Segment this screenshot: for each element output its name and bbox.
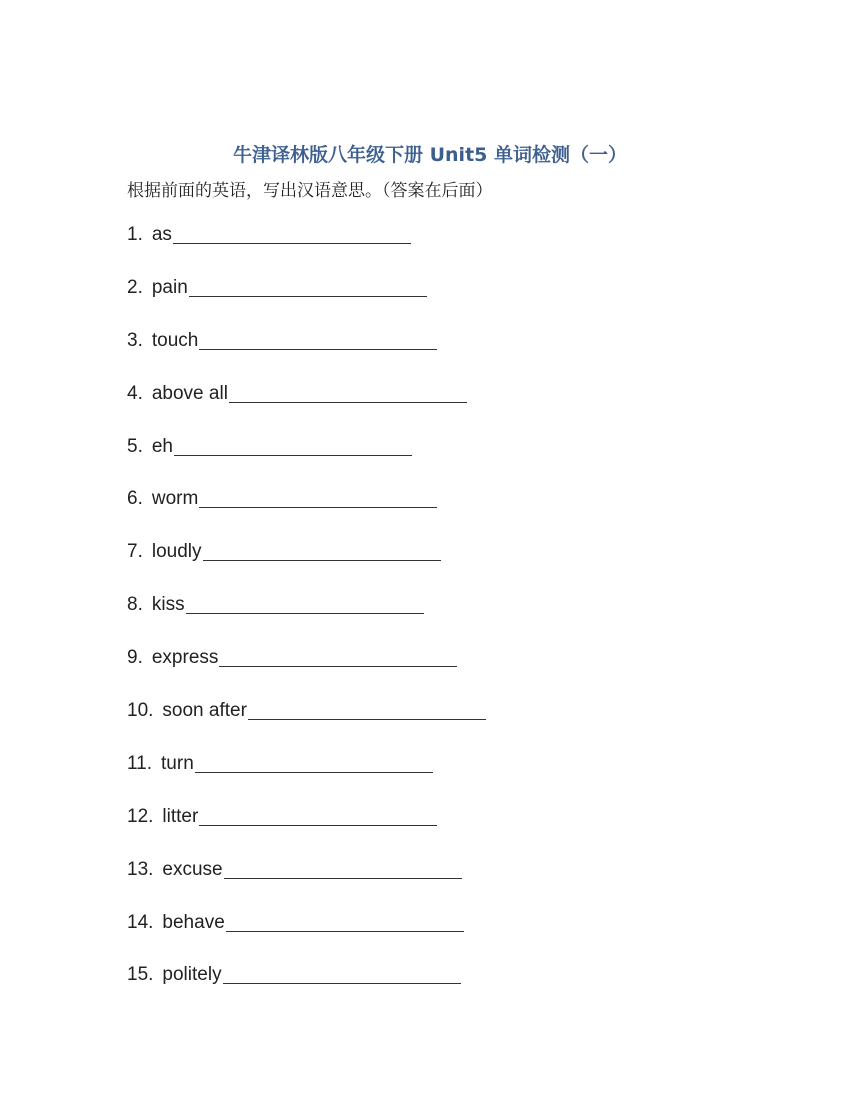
vocab-item	[127, 379, 807, 432]
answer-blank[interactable]	[174, 432, 412, 456]
vocab-item	[127, 537, 807, 590]
item-number: 7.	[127, 541, 143, 563]
item-number: 6.	[127, 488, 143, 510]
item-number: 5.	[127, 435, 143, 457]
item-word: worm	[151, 488, 199, 510]
answer-blank[interactable]	[203, 537, 441, 561]
answer-blank[interactable]	[186, 590, 424, 614]
item-number: 12.	[127, 805, 154, 827]
vocab-item	[127, 220, 807, 273]
item-number: 9.	[127, 647, 143, 669]
item-word: pain	[151, 276, 188, 298]
item-word: loudly	[151, 541, 202, 563]
item-number: 13.	[127, 858, 154, 880]
item-word: excuse	[162, 858, 223, 880]
item-number: 4.	[127, 382, 143, 404]
item-word: kiss	[151, 594, 185, 616]
answer-blank[interactable]	[199, 802, 437, 826]
item-word: soon after	[162, 700, 247, 722]
vocab-item	[127, 696, 807, 749]
item-number: 1.	[127, 224, 143, 245]
item-word: eh	[151, 435, 173, 457]
item-word: turn	[161, 752, 194, 774]
item-number: 10.	[127, 700, 154, 722]
answer-blank[interactable]	[229, 379, 467, 403]
answer-blank[interactable]	[224, 855, 462, 879]
item-number: 15.	[127, 964, 154, 986]
vocab-item	[127, 643, 807, 696]
item-number: 2.	[127, 276, 143, 298]
item-word: as	[151, 224, 172, 245]
item-number: 3.	[127, 329, 143, 351]
page-title: 牛津译林版八年级下册 Unit5 单词检测（一）	[232, 144, 627, 166]
vocab-item	[127, 749, 807, 802]
vocab-item	[127, 273, 807, 326]
instruction-text: 根据前面的英语，写出汉语意思。（答案在后面）	[127, 181, 493, 201]
answer-blank[interactable]	[223, 960, 461, 984]
item-number: 14.	[127, 911, 154, 933]
vocab-item	[127, 484, 807, 537]
item-word: express	[151, 647, 219, 669]
vocab-item	[127, 802, 807, 855]
answer-blank[interactable]	[199, 326, 437, 350]
item-number: 8.	[127, 594, 143, 616]
item-word: above all	[151, 382, 228, 404]
vocab-item	[127, 590, 807, 643]
vocab-item	[127, 960, 807, 1013]
answer-blank[interactable]	[195, 749, 433, 773]
item-word: litter	[162, 805, 199, 827]
answer-blank[interactable]	[219, 643, 457, 667]
item-word: touch	[151, 329, 199, 351]
vocabulary-list	[127, 220, 807, 1013]
item-word: politely	[162, 964, 222, 986]
answer-blank[interactable]	[226, 908, 464, 932]
vocab-item	[127, 855, 807, 908]
answer-blank[interactable]	[173, 220, 411, 244]
item-number: 11.	[127, 752, 153, 774]
vocab-item	[127, 326, 807, 379]
answer-blank[interactable]	[189, 273, 427, 297]
vocab-item	[127, 432, 807, 485]
answer-blank[interactable]	[248, 696, 486, 720]
item-word: behave	[162, 911, 225, 933]
vocab-item	[127, 908, 807, 961]
answer-blank[interactable]	[199, 484, 437, 508]
